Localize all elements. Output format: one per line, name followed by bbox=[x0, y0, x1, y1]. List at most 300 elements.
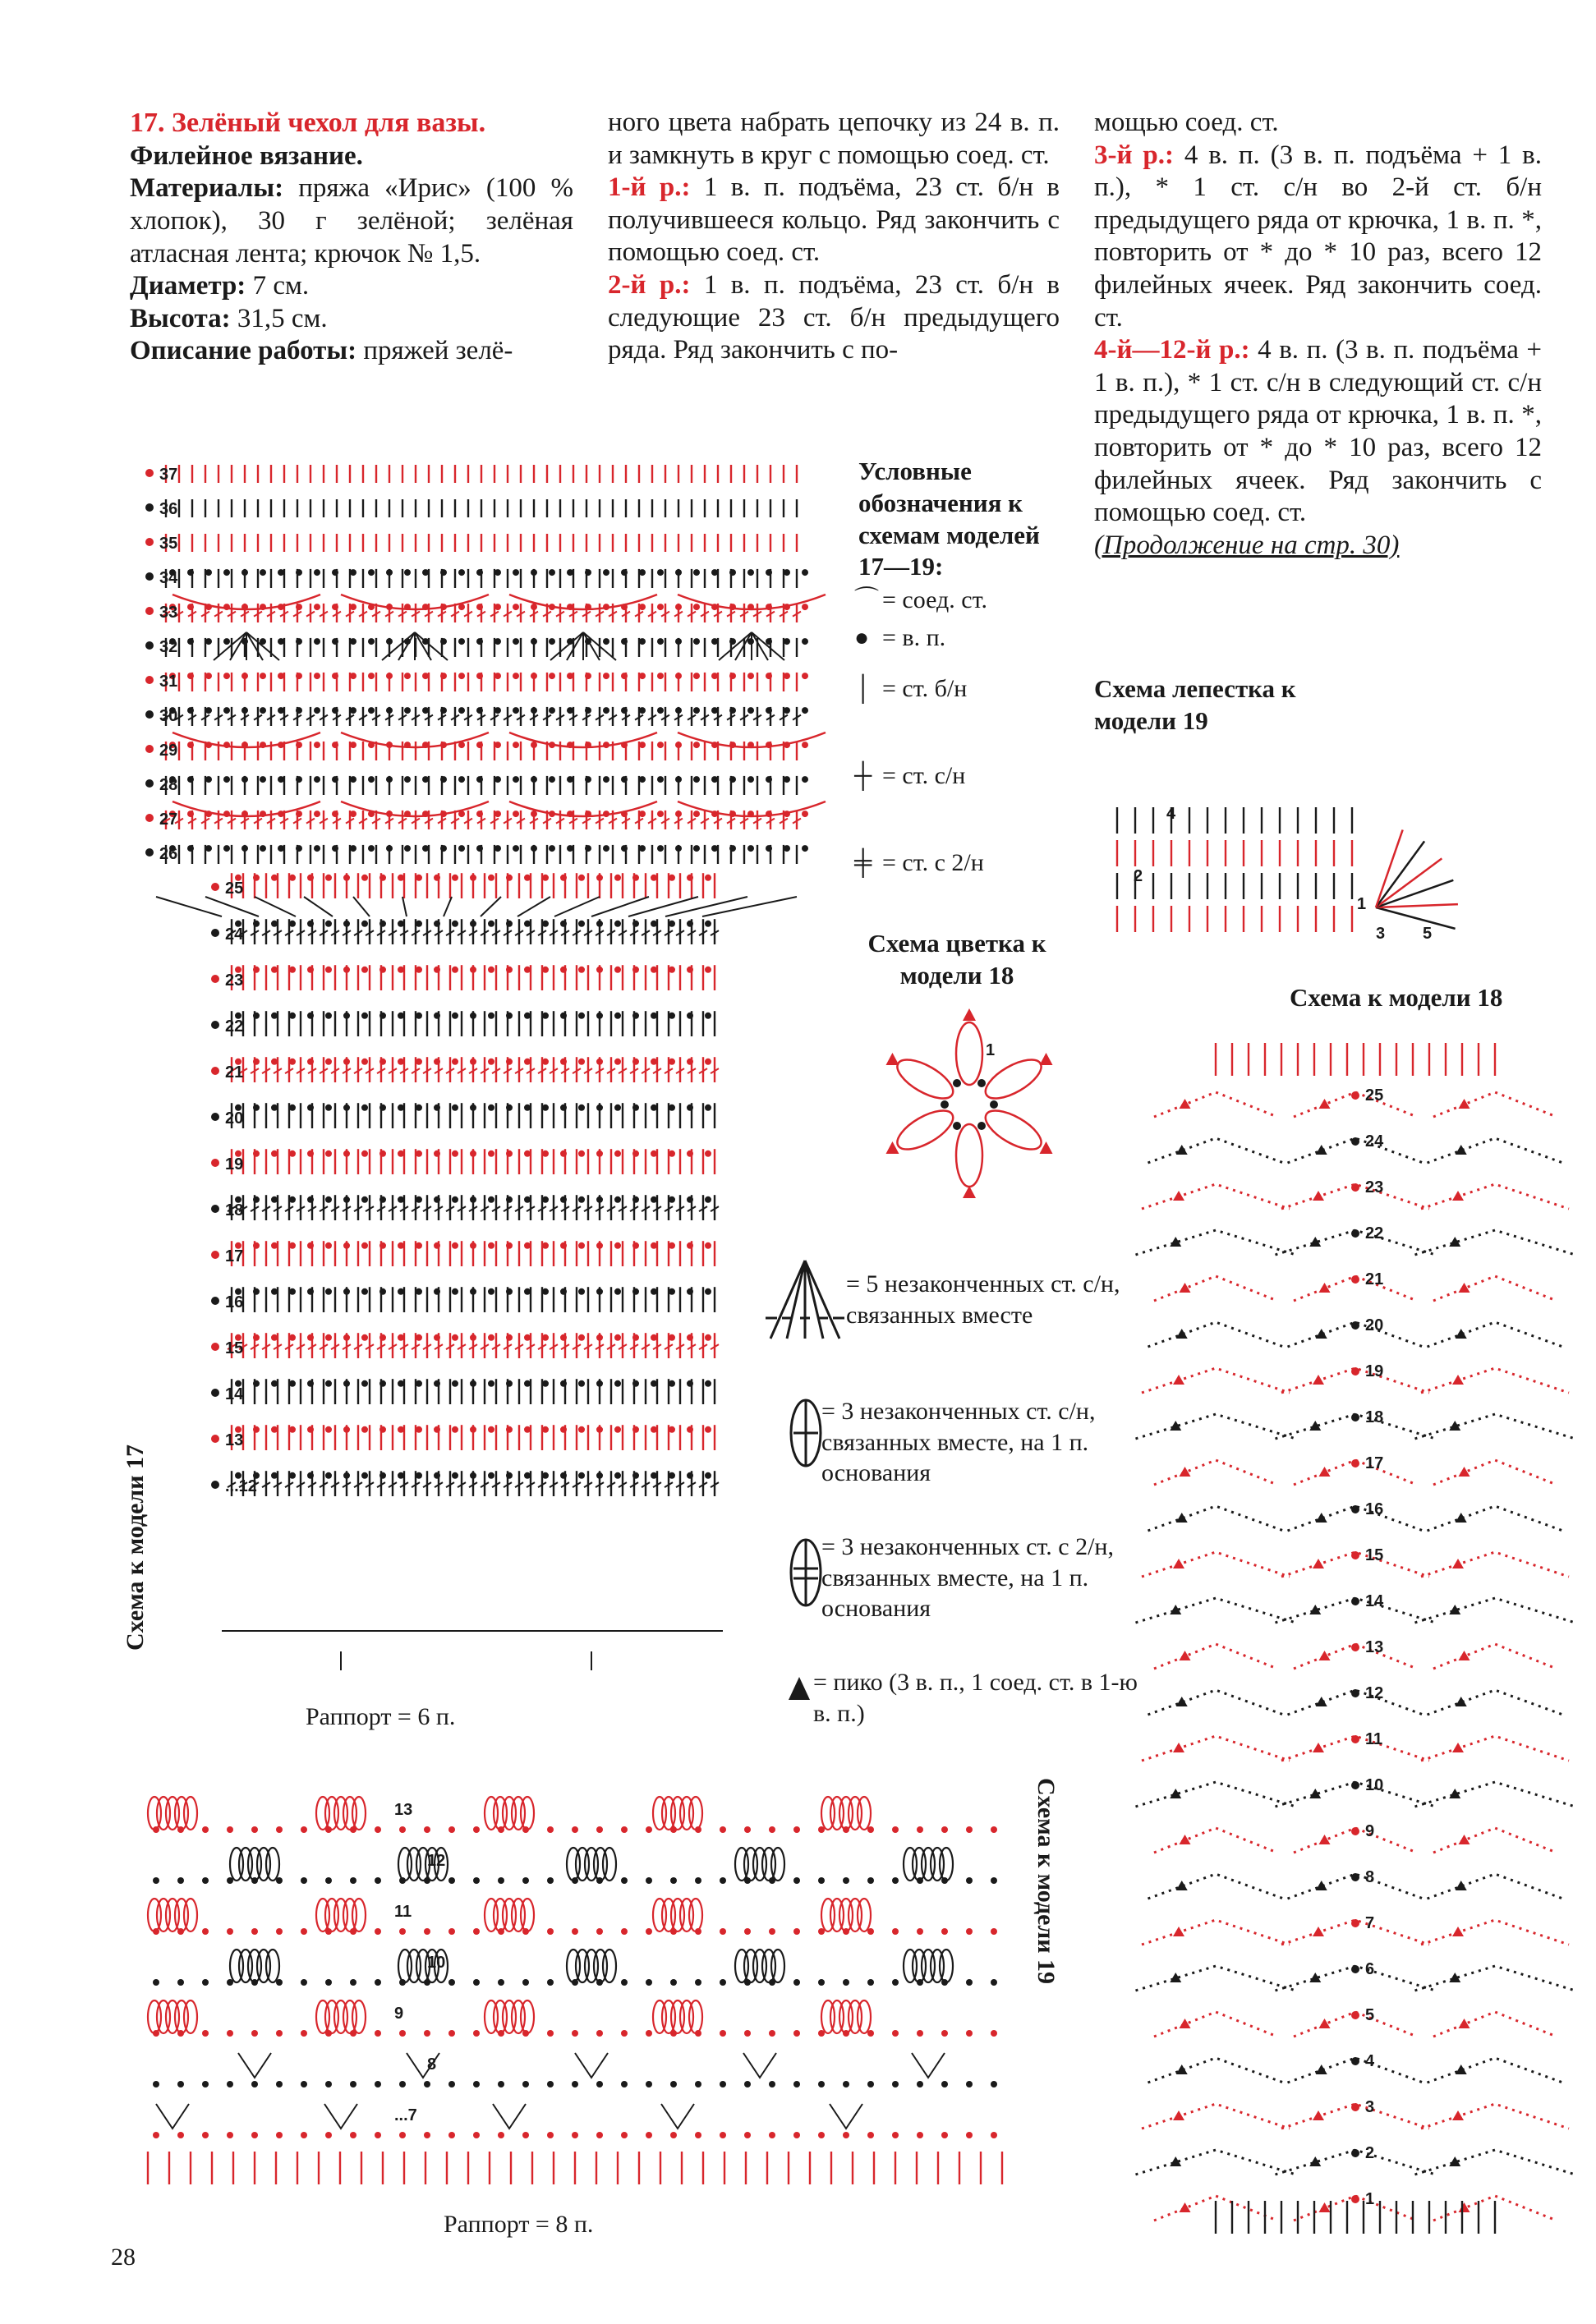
chain-dot bbox=[404, 569, 411, 576]
chain-arc bbox=[1154, 1460, 1277, 1485]
chain-dot bbox=[399, 1928, 406, 1935]
chain-dot bbox=[458, 638, 465, 645]
chain-dot bbox=[202, 2030, 209, 2037]
cluster-line bbox=[382, 632, 415, 660]
chain-dot bbox=[687, 1426, 693, 1433]
chain-dot bbox=[966, 2030, 973, 2037]
chain-dot bbox=[332, 673, 338, 679]
chain-dot bbox=[350, 2081, 356, 2087]
chain-dot bbox=[398, 1059, 404, 1065]
chain-dot bbox=[278, 673, 284, 679]
chain-dot bbox=[434, 875, 440, 881]
chain-arc bbox=[1148, 1138, 1284, 1163]
v-stitch bbox=[238, 2053, 271, 2078]
technique: Филейное вязание. bbox=[130, 140, 363, 171]
chain-dot bbox=[560, 1242, 567, 1249]
chain-dot bbox=[687, 1151, 693, 1157]
chain-dot bbox=[470, 1334, 476, 1341]
chain-dot bbox=[705, 1380, 711, 1387]
chain-dot bbox=[494, 776, 501, 783]
chain-dot bbox=[325, 1105, 332, 1111]
cluster-shell bbox=[266, 1848, 279, 1881]
row-label: 11 bbox=[394, 1903, 412, 1921]
chain-dot bbox=[498, 1979, 504, 1986]
chain-dot bbox=[632, 1151, 639, 1157]
chain-dot bbox=[1351, 1137, 1359, 1146]
chain-dot bbox=[145, 607, 154, 615]
chain-dot bbox=[301, 1979, 307, 1986]
chain-dot bbox=[531, 845, 537, 852]
chain-dot bbox=[549, 638, 555, 645]
chain-dot bbox=[1351, 1367, 1359, 1376]
chain-dot bbox=[399, 2081, 406, 2087]
article-column-2 bbox=[608, 107, 1060, 367]
picot-mark bbox=[1316, 1329, 1327, 1339]
cluster-shell bbox=[858, 2000, 871, 2033]
chain-arc bbox=[1421, 1184, 1569, 1209]
chain-dot bbox=[646, 2030, 652, 2037]
picot-mark bbox=[1456, 1145, 1467, 1155]
picot-mark bbox=[1316, 1881, 1327, 1890]
chain-dot bbox=[966, 2081, 973, 2087]
chain-dot bbox=[892, 1928, 899, 1935]
chain-dot bbox=[651, 1151, 657, 1157]
chain-dot bbox=[621, 1979, 628, 1986]
chain-dot bbox=[187, 811, 194, 817]
chain-dot bbox=[398, 1288, 404, 1295]
chain-dot bbox=[603, 638, 609, 645]
v-stitch bbox=[575, 2053, 608, 2078]
chain-dot bbox=[368, 707, 375, 714]
chain-dot bbox=[966, 1877, 973, 1884]
row-label: 13 bbox=[1365, 1638, 1384, 1656]
cluster-shell bbox=[266, 1950, 279, 1982]
chain-dot bbox=[361, 1426, 368, 1433]
chain-dot bbox=[276, 1826, 283, 1833]
chain-dot bbox=[560, 875, 567, 881]
chain-dot bbox=[350, 569, 356, 576]
chain-dot bbox=[1351, 1183, 1359, 1192]
chain-dot bbox=[578, 1196, 585, 1203]
chain-dot bbox=[542, 921, 549, 927]
row-label: 30 bbox=[159, 707, 178, 725]
chain-dot bbox=[966, 1979, 973, 1986]
chain-dot bbox=[361, 1380, 368, 1387]
chain-arc bbox=[1148, 1874, 1284, 1899]
chain-dot bbox=[1351, 1735, 1359, 1743]
chain-dot bbox=[687, 967, 693, 973]
row-label: 11 bbox=[1365, 1730, 1383, 1748]
chain-dot bbox=[307, 1151, 314, 1157]
height: Высота: 31,5 см. bbox=[130, 303, 328, 333]
picot-mark bbox=[1456, 1513, 1467, 1523]
chain-dot bbox=[296, 673, 302, 679]
chain-dot bbox=[223, 638, 230, 645]
chain-dot bbox=[301, 1928, 307, 1935]
chain-dot bbox=[202, 2081, 209, 2087]
chain-dot bbox=[399, 2030, 406, 2037]
chain-dot bbox=[325, 1472, 332, 1479]
chain-dot bbox=[531, 569, 537, 576]
chain-dot bbox=[843, 1979, 849, 1986]
chain-dot bbox=[669, 1288, 675, 1295]
chain-dot bbox=[818, 2132, 825, 2138]
chain-dot bbox=[375, 2081, 381, 2087]
chain-dot bbox=[531, 776, 537, 783]
row-label: 9 bbox=[394, 2005, 404, 2023]
chain-dot bbox=[296, 638, 302, 645]
chain-dot bbox=[639, 569, 646, 576]
chain-dot bbox=[434, 1059, 440, 1065]
chain-dot bbox=[720, 1928, 726, 1935]
chain-dot bbox=[596, 1059, 603, 1065]
chain-dot bbox=[289, 1059, 296, 1065]
chain-dot bbox=[614, 1059, 621, 1065]
chain-dot bbox=[325, 1877, 332, 1884]
chain-arc bbox=[1136, 1598, 1296, 1623]
chain-dot bbox=[211, 1021, 219, 1029]
chain-dot bbox=[314, 638, 320, 645]
row-label: 5 bbox=[1423, 925, 1433, 943]
chain-dot bbox=[314, 742, 320, 748]
chain-dot bbox=[687, 1288, 693, 1295]
chain-dot bbox=[705, 1472, 711, 1479]
chain-dot bbox=[542, 1105, 549, 1111]
chain-dot bbox=[278, 707, 284, 714]
chain-dot bbox=[205, 569, 212, 576]
chain-dot bbox=[289, 1105, 296, 1111]
chain-dot bbox=[325, 921, 332, 927]
row-label: 5 bbox=[1365, 2006, 1375, 2024]
chain-dot bbox=[578, 1151, 585, 1157]
chain-dot bbox=[368, 638, 375, 645]
chain-dot bbox=[440, 776, 447, 783]
chain-dot bbox=[578, 1288, 585, 1295]
rapport17-label: Раппорт = 6 п. bbox=[306, 1703, 456, 1730]
chain-dot bbox=[227, 1877, 233, 1884]
row-label: 17 bbox=[1365, 1454, 1384, 1472]
chain-dot bbox=[547, 2081, 554, 2087]
chain-dot bbox=[524, 1105, 531, 1111]
cluster-shell bbox=[940, 1950, 953, 1982]
chain-dot bbox=[202, 1979, 209, 1986]
chain-dot bbox=[368, 673, 375, 679]
row-label: ...12 bbox=[225, 1477, 257, 1495]
chain-dot bbox=[332, 638, 338, 645]
chain-dot bbox=[769, 2132, 775, 2138]
picot-mark bbox=[1316, 1513, 1327, 1523]
chain-dot bbox=[153, 1877, 159, 1884]
chain-dot bbox=[307, 967, 314, 973]
row-label: 22 bbox=[225, 1017, 244, 1036]
chain-dot bbox=[488, 1013, 494, 1019]
chain-dot bbox=[614, 1196, 621, 1203]
chain-dot bbox=[639, 673, 646, 679]
chain-dot bbox=[145, 710, 154, 719]
chain-dot bbox=[720, 2132, 726, 2138]
chain-dot bbox=[205, 845, 212, 852]
legend-double-crochet: ┼ = ст. с/н bbox=[854, 762, 966, 789]
chain-dot bbox=[289, 1426, 296, 1433]
chain-dot bbox=[379, 1151, 386, 1157]
model17-chart bbox=[123, 457, 821, 1664]
chain-dot bbox=[289, 1380, 296, 1387]
chain-dot bbox=[547, 2030, 554, 2037]
chain-dot bbox=[892, 1877, 899, 1884]
chain-dot bbox=[314, 776, 320, 783]
chain-dot bbox=[153, 1979, 159, 1986]
decrease-line bbox=[402, 897, 407, 916]
chain-dot bbox=[720, 2081, 726, 2087]
chain-dot bbox=[307, 1242, 314, 1249]
chain-arc bbox=[1142, 1920, 1290, 1945]
chain-arc bbox=[1154, 1092, 1277, 1117]
chain-dot bbox=[350, 1928, 356, 1935]
chain-dot bbox=[669, 1426, 675, 1433]
chain-arc bbox=[1154, 2012, 1277, 2037]
chain-dot bbox=[747, 845, 754, 852]
picot-mark bbox=[1313, 2110, 1324, 2120]
chain-dot bbox=[547, 1826, 554, 1833]
chain-dot bbox=[567, 707, 573, 714]
chain-dot bbox=[705, 1013, 711, 1019]
chain-dot bbox=[452, 1151, 458, 1157]
chain-dot bbox=[1351, 2195, 1359, 2203]
chain-dot bbox=[693, 569, 700, 576]
chain-dot bbox=[632, 1059, 639, 1065]
chain-dot bbox=[241, 673, 248, 679]
chain-dot bbox=[473, 1826, 480, 1833]
chain-dot bbox=[1351, 2149, 1359, 2157]
chain-dot bbox=[729, 776, 736, 783]
chain-dot bbox=[488, 1242, 494, 1249]
chain-dot bbox=[223, 707, 230, 714]
chain-dot bbox=[153, 1928, 159, 1935]
chain-dot bbox=[646, 1877, 652, 1884]
chain-dot bbox=[145, 469, 154, 477]
chain-dot bbox=[524, 1334, 531, 1341]
chain-dot bbox=[560, 967, 567, 973]
chain-dot bbox=[522, 1877, 529, 1884]
chain-dot bbox=[578, 1059, 585, 1065]
chain-dot bbox=[747, 776, 754, 783]
chain-dot bbox=[153, 2081, 159, 2087]
chain-dot bbox=[621, 1826, 628, 1833]
chain-dot bbox=[424, 1826, 430, 1833]
chain-dot bbox=[542, 875, 549, 881]
chain-dot bbox=[314, 811, 320, 817]
chain-dot bbox=[596, 1928, 603, 1935]
chain-dot bbox=[398, 1380, 404, 1387]
chain-dot bbox=[1351, 1321, 1359, 1330]
chain-dot bbox=[452, 1334, 458, 1341]
chain-dot bbox=[675, 569, 682, 576]
picot-mark bbox=[1316, 2065, 1327, 2074]
chain-dot bbox=[440, 845, 447, 852]
chain-arc bbox=[1154, 1828, 1277, 1853]
chain-dot bbox=[843, 1826, 849, 1833]
chain-dot bbox=[693, 673, 700, 679]
chain-dot bbox=[452, 1472, 458, 1479]
chain-dot bbox=[693, 604, 700, 610]
chain-dot bbox=[560, 1334, 567, 1341]
chain-dot bbox=[693, 811, 700, 817]
picot-mark bbox=[1456, 1329, 1467, 1339]
chain-dot bbox=[513, 845, 519, 852]
chain-dot bbox=[621, 845, 628, 852]
chain-dot bbox=[941, 2030, 948, 2037]
decrease-line bbox=[444, 897, 452, 916]
decrease-line bbox=[702, 897, 797, 916]
chain-dot bbox=[296, 845, 302, 852]
chain-dot bbox=[260, 845, 266, 852]
chain-dot bbox=[966, 1826, 973, 1833]
chain-dot bbox=[253, 1013, 260, 1019]
chain-dot bbox=[720, 1826, 726, 1833]
chain-dot bbox=[260, 569, 266, 576]
chain-dot bbox=[711, 569, 718, 576]
chain-dot bbox=[211, 1113, 219, 1121]
legend-chain: ● = в. п. bbox=[854, 624, 946, 651]
flower-petal bbox=[980, 1052, 1047, 1106]
chain-dot bbox=[241, 776, 248, 783]
chain-dot bbox=[693, 638, 700, 645]
chain-dot bbox=[498, 1928, 504, 1935]
chain-dot bbox=[440, 638, 447, 645]
row-label: 3 bbox=[1365, 2098, 1375, 2116]
chain-dot bbox=[560, 1196, 567, 1203]
chain-dot bbox=[448, 2132, 455, 2138]
chain-dot bbox=[596, 2030, 603, 2037]
chain-dot bbox=[332, 707, 338, 714]
chain-dot bbox=[524, 1288, 531, 1295]
row-label: 32 bbox=[159, 638, 178, 656]
chain-dot bbox=[542, 1059, 549, 1065]
chain-dot bbox=[452, 875, 458, 881]
chain-dot bbox=[687, 921, 693, 927]
chain-dot bbox=[596, 1380, 603, 1387]
chain-arc bbox=[1415, 1230, 1575, 1255]
chain-dot bbox=[343, 1105, 350, 1111]
chain-dot bbox=[379, 1426, 386, 1433]
chain-arc bbox=[1433, 1092, 1557, 1117]
chain-dot bbox=[177, 2030, 184, 2037]
picot-mark bbox=[1176, 1329, 1188, 1339]
row-label: 20 bbox=[225, 1109, 244, 1128]
chain-dot bbox=[711, 776, 718, 783]
chain-arc bbox=[1142, 1552, 1290, 1577]
chain-dot bbox=[669, 1151, 675, 1157]
chain-dot bbox=[452, 1013, 458, 1019]
legend-treble-crochet: ╪ = ст. с 2/н bbox=[854, 849, 984, 876]
chain-dot bbox=[424, 1979, 430, 1986]
cluster-line bbox=[246, 632, 263, 660]
chain-dot bbox=[793, 2132, 800, 2138]
chain-dot bbox=[211, 1159, 219, 1167]
chain-dot bbox=[223, 845, 230, 852]
chain-dot bbox=[596, 1242, 603, 1249]
chain-dot bbox=[202, 2132, 209, 2138]
chain-dot bbox=[1351, 2103, 1359, 2111]
chain-dot bbox=[498, 2081, 504, 2087]
chain-dot bbox=[332, 742, 338, 748]
cluster-line bbox=[567, 632, 583, 660]
chain-dot bbox=[251, 2030, 258, 2037]
chain-dot bbox=[343, 1196, 350, 1203]
article-column-1 bbox=[130, 107, 573, 368]
chain-dot bbox=[867, 1877, 874, 1884]
continuation-link[interactable]: (Продолжение на стр. 30) bbox=[1094, 530, 1400, 560]
column3-intro: мощью соед. ст. bbox=[1094, 108, 1279, 137]
flower-petal bbox=[891, 1052, 959, 1106]
chain-dot bbox=[424, 2132, 430, 2138]
chain-dot bbox=[434, 1151, 440, 1157]
chain-arc bbox=[1415, 2150, 1575, 2175]
chain-dot bbox=[307, 1288, 314, 1295]
chain-dot bbox=[398, 1013, 404, 1019]
cluster-shell bbox=[689, 2000, 702, 2033]
chain-dot bbox=[547, 1928, 554, 1935]
chain-dot bbox=[802, 707, 808, 714]
row-label: 9 bbox=[1365, 1822, 1375, 1840]
chain-dot bbox=[416, 1426, 422, 1433]
chain-dot bbox=[524, 1242, 531, 1249]
chain-dot bbox=[917, 1877, 923, 1884]
picot-mark bbox=[1173, 2110, 1184, 2120]
chain-dot bbox=[253, 1242, 260, 1249]
chain-dot bbox=[687, 1059, 693, 1065]
chain-dot bbox=[276, 2030, 283, 2037]
flower18-chart bbox=[871, 1010, 1068, 1199]
chain-dot bbox=[253, 1059, 260, 1065]
chain-dot bbox=[424, 2030, 430, 2037]
chain-dot bbox=[793, 2081, 800, 2087]
chain-dot bbox=[368, 776, 375, 783]
chain-dot bbox=[488, 1426, 494, 1433]
chain-dot bbox=[744, 2132, 751, 2138]
picot-mark bbox=[1316, 1145, 1327, 1155]
chain-dot bbox=[621, 776, 628, 783]
chain-dot bbox=[1351, 1643, 1359, 1651]
chain-dot bbox=[769, 2030, 775, 2037]
chain-dot bbox=[343, 1288, 350, 1295]
chain-dot bbox=[145, 503, 154, 512]
chain-dot bbox=[687, 1196, 693, 1203]
chain-dot bbox=[398, 875, 404, 881]
chain-dot bbox=[695, 1826, 701, 1833]
chain-dot bbox=[720, 1877, 726, 1884]
chain-dot bbox=[711, 845, 718, 852]
row-label: 18 bbox=[225, 1201, 244, 1219]
chain-dot bbox=[802, 569, 808, 576]
chain-dot bbox=[452, 921, 458, 927]
chain-dot bbox=[705, 1105, 711, 1111]
chain-dot bbox=[375, 1928, 381, 1935]
v-stitch bbox=[912, 2053, 945, 2078]
picot-mark bbox=[1456, 1881, 1467, 1890]
chain-dot bbox=[488, 1196, 494, 1203]
chain-dot bbox=[596, 921, 603, 927]
chain-dot bbox=[524, 1059, 531, 1065]
chain-dot bbox=[470, 967, 476, 973]
chain-dot bbox=[578, 1380, 585, 1387]
chain-dot bbox=[784, 845, 790, 852]
chain-dot bbox=[991, 2030, 997, 2037]
chain-dot bbox=[1351, 1505, 1359, 1513]
row-label: 27 bbox=[159, 811, 178, 829]
chain-arc bbox=[1421, 2104, 1569, 2129]
chain-dot bbox=[271, 1242, 278, 1249]
